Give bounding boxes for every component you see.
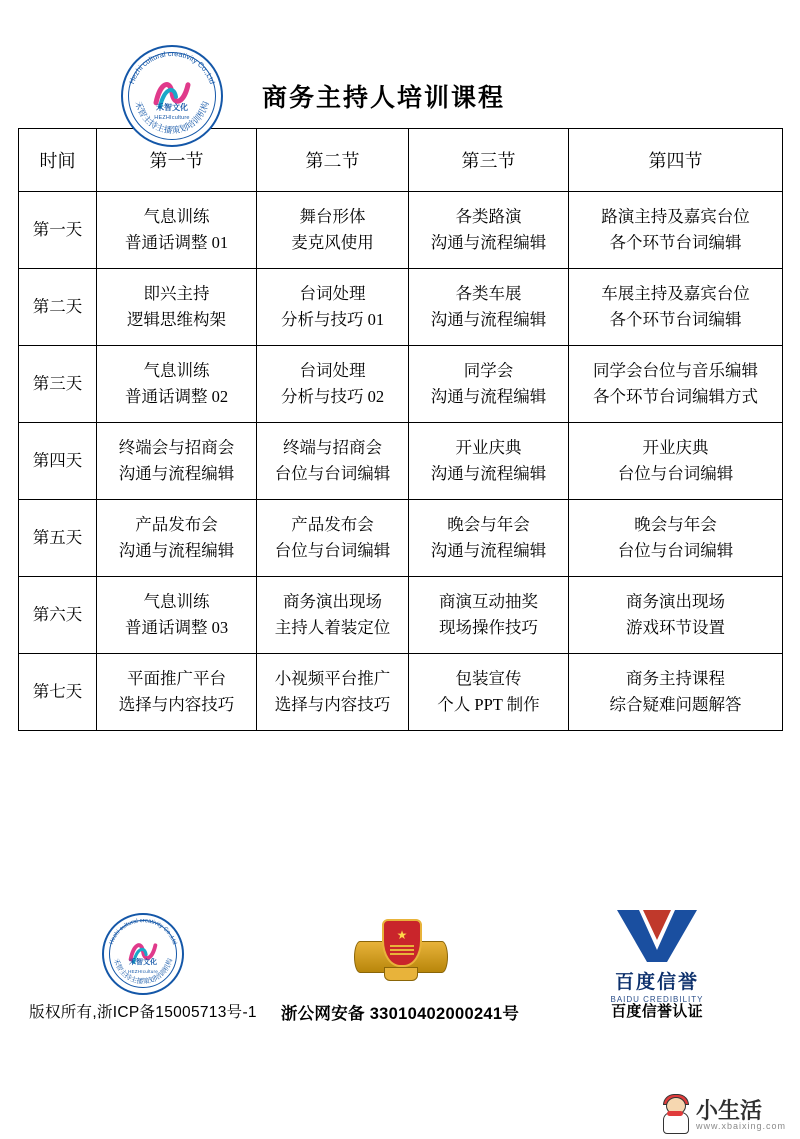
cell-line: 普通话调整 02: [124, 387, 229, 406]
table-cell: [569, 577, 783, 654]
column-header-time: 时间: [19, 129, 97, 192]
column-header-session3: 第三节: [409, 129, 569, 192]
table-row: [19, 269, 783, 346]
row-header-day: 第三天: [19, 346, 97, 423]
cell-line: 沟通与流程编辑: [430, 387, 547, 406]
table-cell: [97, 346, 257, 423]
row-header-day: 第一天: [19, 192, 97, 269]
table-cell: [257, 346, 409, 423]
cell-line: 晚会与年会: [447, 515, 530, 534]
table-cell: [97, 192, 257, 269]
emblem-bars: [390, 945, 414, 957]
baidu-credibility-caption: 百度信誉认证: [611, 1003, 703, 1020]
cell-line: 个人 PPT 制作: [437, 695, 540, 714]
emblem-base: [384, 967, 418, 981]
hezhi-culture-seal-icon: [121, 45, 223, 147]
table-cell: [409, 346, 569, 423]
course-schedule-table: [18, 128, 783, 731]
cell-line: 同学会台位与音乐编辑: [593, 361, 758, 380]
cell-line: 台位与台词编辑: [274, 541, 391, 560]
footer-center-badge: [275, 908, 525, 1000]
seal-arc-top-text: Hezhi cultural creativity Co.,Ltd: [108, 918, 178, 946]
row-header-day: 第六天: [19, 577, 97, 654]
cell-line: 终端与招商会: [283, 438, 382, 457]
table-row: [19, 346, 783, 423]
table-row: [19, 577, 783, 654]
cell-line: 综合疑难问题解答: [609, 695, 742, 714]
seal-arc-bottom-text: 禾智主持主播策划培训机构: [111, 957, 175, 986]
table-cell: [257, 192, 409, 269]
column-header-session1: 第一节: [97, 129, 257, 192]
cell-line: 商演互动抽奖: [439, 592, 538, 611]
cell-line: 开业庆典: [455, 438, 522, 457]
row-header-day: 第二天: [19, 269, 97, 346]
row-header-day: 第七天: [19, 654, 97, 731]
cell-line: 即兴主持: [143, 284, 210, 303]
table-cell: [409, 577, 569, 654]
cell-line: 各类车展: [455, 284, 522, 303]
cell-line: 车展主持及嘉宾台位: [601, 284, 750, 303]
table-cell: [257, 423, 409, 500]
table-cell: [569, 423, 783, 500]
seal-arc-bottom-text: 禾智主持主播策划培训机构: [133, 100, 211, 136]
cell-line: 沟通与流程编辑: [430, 541, 547, 560]
cell-line: 同学会: [463, 361, 514, 380]
footer-left-badge: [18, 908, 268, 1000]
column-header-session4: 第四节: [569, 129, 783, 192]
icp-license-text: 版权所有,浙ICP备15005713号-1: [29, 1004, 257, 1021]
cell-line: 开业庆典: [642, 438, 709, 457]
cell-line: 普通话调整 03: [124, 618, 229, 637]
cell-line: 晚会与年会: [634, 515, 717, 534]
table-row: [19, 192, 783, 269]
cell-line: 台位与台词编辑: [274, 464, 391, 483]
cell-line: 分析与技巧 02: [280, 387, 385, 406]
table-cell: [257, 654, 409, 731]
table-cell: [257, 500, 409, 577]
document-footer: [0, 908, 800, 1078]
police-record-text: 浙公网安备 33010402000241号: [280, 1005, 520, 1023]
cell-line: 选择与内容技巧: [118, 695, 235, 714]
cell-line: 商务演出现场: [283, 592, 382, 611]
table-cell: [409, 654, 569, 731]
table-cell: [569, 654, 783, 731]
table-cell: [257, 577, 409, 654]
seal-brand-zh: 禾智文化: [156, 103, 188, 112]
table-cell: [569, 346, 783, 423]
cell-line: 包装宣传: [455, 669, 522, 688]
table-cell: [97, 423, 257, 500]
table-cell: [569, 269, 783, 346]
document-header: [0, 0, 800, 136]
seal-brand: [104, 959, 182, 977]
row-header-day: 第五天: [19, 500, 97, 577]
cell-line: 选择与内容技巧: [274, 695, 391, 714]
table-cell: [97, 500, 257, 577]
site-watermark: [660, 1097, 786, 1133]
table-cell: [409, 192, 569, 269]
police-emblem-icon: [354, 915, 446, 993]
table-cell: [569, 192, 783, 269]
table-cell: [257, 269, 409, 346]
watermark-character-icon: [660, 1097, 690, 1133]
cell-line: 路演主持及嘉宾台位: [601, 207, 750, 226]
cell-line: 沟通与流程编辑: [118, 464, 235, 483]
baidu-credibility-subtitle: BAIDU CREDIBILITY: [610, 995, 704, 1004]
cell-line: 台位与台词编辑: [617, 541, 734, 560]
table-cell: [569, 500, 783, 577]
cell-line: 游戏环节设置: [626, 618, 725, 637]
cell-line: 气息训练: [143, 592, 210, 611]
column-header-session2: 第二节: [257, 129, 409, 192]
seal-brand-zh: 禾智文化: [129, 959, 157, 966]
table-cell: [97, 654, 257, 731]
cell-line: 舞台形体: [299, 207, 366, 226]
cell-line: 沟通与流程编辑: [430, 310, 547, 329]
cell-line: 平面推广平台: [127, 669, 226, 688]
cell-line: 沟通与流程编辑: [430, 464, 547, 483]
character-scarf: [667, 1111, 683, 1116]
watermark-text: [695, 1097, 786, 1131]
table-cell: [97, 269, 257, 346]
footer-icp-block: [18, 908, 268, 1022]
table-row: [19, 654, 783, 731]
table-row: [19, 423, 783, 500]
cell-line: 麦克风使用: [291, 233, 374, 252]
cell-line: 台词处理: [299, 284, 366, 303]
table-body: [19, 192, 783, 731]
table-row: [19, 500, 783, 577]
cell-line: 商务主持课程: [626, 669, 725, 688]
watermark-brand-zh: 小生活: [695, 1097, 762, 1123]
schedule-table-container: [0, 120, 800, 731]
table-cell: [409, 500, 569, 577]
seal-brand-en: HEZHIculture: [128, 969, 158, 974]
seal-brand-en: HEZHIculture: [154, 115, 190, 121]
row-header-day: 第四天: [19, 423, 97, 500]
page-title: 商务主持人培训课程: [262, 85, 506, 112]
header-logo: [112, 45, 232, 147]
seal-brand: [123, 103, 221, 123]
table-cell: [409, 423, 569, 500]
cell-line: 各个环节台词编辑: [609, 310, 742, 329]
cell-line: 沟通与流程编辑: [430, 233, 547, 252]
cell-line: 逻辑思维构架: [127, 310, 226, 329]
emblem-star: ★: [396, 928, 408, 942]
cell-line: 小视频平台推广: [274, 669, 391, 688]
cell-line: 终端会与招商会: [118, 438, 235, 457]
cell-line: 商务演出现场: [626, 592, 725, 611]
footer-police-block: [275, 908, 525, 1024]
baidu-credibility-title: 百度信誉: [614, 972, 699, 993]
cell-line: 现场操作技巧: [439, 618, 538, 637]
table-cell: [409, 269, 569, 346]
seal-arc-top-text: Hezhi cultural creativity Co.,Ltd: [127, 48, 217, 86]
watermark-brand-url: www.xbaixing.com: [695, 1120, 786, 1131]
cell-line: 普通话调整 01: [124, 233, 229, 252]
cell-line: 沟通与流程编辑: [118, 541, 235, 560]
cell-line: 各类路演: [455, 207, 522, 226]
cell-line: 分析与技巧 01: [280, 310, 385, 329]
footer-baidu-block: [532, 908, 782, 1021]
cell-line: 产品发布会: [291, 515, 374, 534]
footer-right-badge: [532, 908, 782, 1004]
hezhi-culture-seal-icon-footer: [102, 913, 184, 995]
cell-line: 台词处理: [299, 361, 366, 380]
table-cell: [97, 577, 257, 654]
emblem-shield: [382, 919, 422, 967]
cell-line: 各个环节台词编辑: [609, 233, 742, 252]
cell-line: 气息训练: [143, 207, 210, 226]
cell-line: 各个环节台词编辑方式: [593, 387, 758, 406]
baidu-credibility-v-icon: [609, 904, 705, 966]
cell-line: 气息训练: [143, 361, 210, 380]
cell-line: 产品发布会: [135, 515, 218, 534]
cell-line: 台位与台词编辑: [617, 464, 734, 483]
cell-line: 主持人着装定位: [274, 618, 391, 637]
